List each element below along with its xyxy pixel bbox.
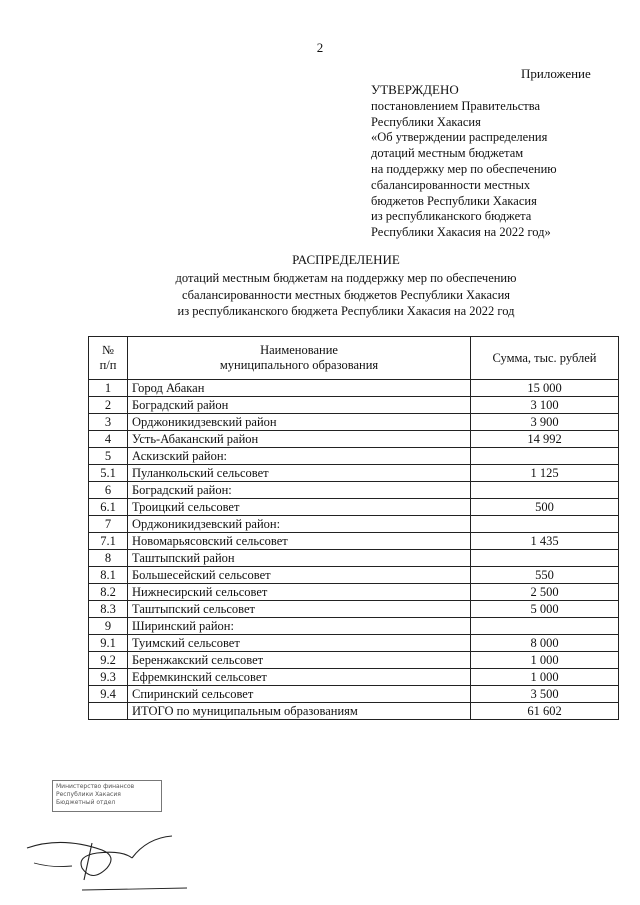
row-name: Новомарьясовский сельсовет xyxy=(128,533,471,550)
row-number: 8 xyxy=(89,550,128,567)
approval-line: на поддержку мер по обеспечению xyxy=(371,161,557,176)
row-number: 6.1 xyxy=(89,499,128,516)
row-name: Боградский район xyxy=(128,397,471,414)
row-value: 2 500 xyxy=(471,584,619,601)
row-value: 500 xyxy=(471,499,619,516)
approval-line: сбалансированности местных xyxy=(371,177,531,192)
approval-line: Республики Хакасия на 2022 год» xyxy=(371,225,551,240)
approval-line: из республиканского бюджета xyxy=(371,209,532,224)
row-number: 7.1 xyxy=(89,533,128,550)
table-row xyxy=(89,618,619,635)
header-number-line1: № xyxy=(102,343,114,357)
row-value: 14 992 xyxy=(471,431,619,448)
stamp-line: Бюджетный отдел xyxy=(56,799,116,806)
stamp xyxy=(52,780,162,812)
table-row xyxy=(89,567,619,584)
row-number: 9.3 xyxy=(89,669,128,686)
row-value: 3 100 xyxy=(471,397,619,414)
page-number: 2 xyxy=(316,40,324,55)
signature xyxy=(22,828,192,898)
row-number xyxy=(89,703,128,720)
row-value: 550 xyxy=(471,567,619,584)
approval-line: «Об утверждении распределения xyxy=(371,130,548,145)
appendix-label: Приложение xyxy=(521,66,591,81)
row-name: Город Абакан xyxy=(128,380,471,397)
approved-heading: УТВЕРЖДЕНО xyxy=(371,82,459,97)
row-number: 8.3 xyxy=(89,601,128,618)
header-name xyxy=(128,337,471,380)
row-name: Орджоникидзевский район: xyxy=(128,516,471,533)
row-name: Таштыпский сельсовет xyxy=(128,601,471,618)
table-row xyxy=(89,584,619,601)
row-value xyxy=(471,448,619,465)
row-name: Спиринский сельсовет xyxy=(128,686,471,703)
row-value: 5 000 xyxy=(471,601,619,618)
table-row xyxy=(89,414,619,431)
row-name: Пуланкольский сельсовет xyxy=(128,465,471,482)
header-name-line1: Наименование xyxy=(260,343,338,357)
table-header-row xyxy=(89,337,619,380)
document-subtitle xyxy=(0,270,640,320)
row-name: Ефремкинский сельсовет xyxy=(128,669,471,686)
row-value xyxy=(471,482,619,499)
table-row xyxy=(89,499,619,516)
row-name: Таштыпский район xyxy=(128,550,471,567)
document-title: РАСПРЕДЕЛЕНИЕ xyxy=(292,252,400,267)
stamp-line: Министерство финансов xyxy=(56,783,135,790)
row-number: 6 xyxy=(89,482,128,499)
table-row xyxy=(89,669,619,686)
table-row xyxy=(89,516,619,533)
table-row xyxy=(89,380,619,397)
row-value: 3 500 xyxy=(471,686,619,703)
approval-line: бюджетов Республики Хакасия xyxy=(371,193,537,208)
row-value: 1 000 xyxy=(471,652,619,669)
row-number: 9.1 xyxy=(89,635,128,652)
row-name: Аскизский район: xyxy=(128,448,471,465)
row-number: 8.2 xyxy=(89,584,128,601)
row-value: 15 000 xyxy=(471,380,619,397)
row-number: 9.4 xyxy=(89,686,128,703)
table-row xyxy=(89,652,619,669)
table-row xyxy=(89,601,619,618)
row-value xyxy=(471,618,619,635)
row-number: 5 xyxy=(89,448,128,465)
row-number: 9.2 xyxy=(89,652,128,669)
table-row xyxy=(89,448,619,465)
row-name: Большесейский сельсовет xyxy=(128,567,471,584)
row-value: 8 000 xyxy=(471,635,619,652)
row-value: 61 602 xyxy=(471,703,619,720)
row-name: Нижнесирский сельсовет xyxy=(128,584,471,601)
table-row xyxy=(89,686,619,703)
row-number: 8.1 xyxy=(89,567,128,584)
row-value: 3 900 xyxy=(471,414,619,431)
table-row xyxy=(89,482,619,499)
row-name: Троицкий сельсовет xyxy=(128,499,471,516)
row-name: ИТОГО по муниципальным образованиям xyxy=(128,703,471,720)
row-name: Ширинский район: xyxy=(128,618,471,635)
stamp-line: Республики Хакасия xyxy=(56,791,121,798)
table-row xyxy=(89,397,619,414)
approval-line: постановлением Правительства xyxy=(371,98,541,113)
row-value xyxy=(471,550,619,567)
subtitle-line: сбалансированности местных бюджетов Республики Хакасия xyxy=(181,287,511,302)
row-name: Усть-Абаканский район xyxy=(128,431,471,448)
table-row xyxy=(89,550,619,567)
row-name: Орджоникидзевский район xyxy=(128,414,471,431)
subtitle-line: из республиканского бюджета Республики Хакасия на 2022 год xyxy=(177,304,515,318)
row-value xyxy=(471,516,619,533)
row-name: Боградский район: xyxy=(128,482,471,499)
approval-block xyxy=(371,82,631,241)
row-value: 1 000 xyxy=(471,669,619,686)
row-value: 1 125 xyxy=(471,465,619,482)
subtitle-line: дотаций местным бюджетам на поддержку мер по обеспечению xyxy=(175,271,517,285)
table-row xyxy=(89,533,619,550)
header-number-line2: п/п xyxy=(99,358,117,372)
row-value: 1 435 xyxy=(471,533,619,550)
row-name: Туимский сельсовет xyxy=(128,635,471,652)
approval-line: Республики Хакасия xyxy=(371,114,481,129)
header-name-line2: муниципального образования xyxy=(219,358,379,372)
row-number: 2 xyxy=(89,397,128,414)
row-number: 5.1 xyxy=(89,465,128,482)
header-sum: Сумма, тыс. рублей xyxy=(471,337,619,380)
table-row xyxy=(89,431,619,448)
approval-line: дотаций местным бюджетам xyxy=(371,146,524,161)
row-number: 4 xyxy=(89,431,128,448)
header-number xyxy=(89,337,128,380)
distribution-table xyxy=(88,336,619,720)
row-name: Беренжакский сельсовет xyxy=(128,652,471,669)
row-number: 7 xyxy=(89,516,128,533)
row-number: 1 xyxy=(89,380,128,397)
table-row xyxy=(89,635,619,652)
table-row xyxy=(89,465,619,482)
row-number: 3 xyxy=(89,414,128,431)
total-row xyxy=(89,703,619,720)
row-number: 9 xyxy=(89,618,128,635)
